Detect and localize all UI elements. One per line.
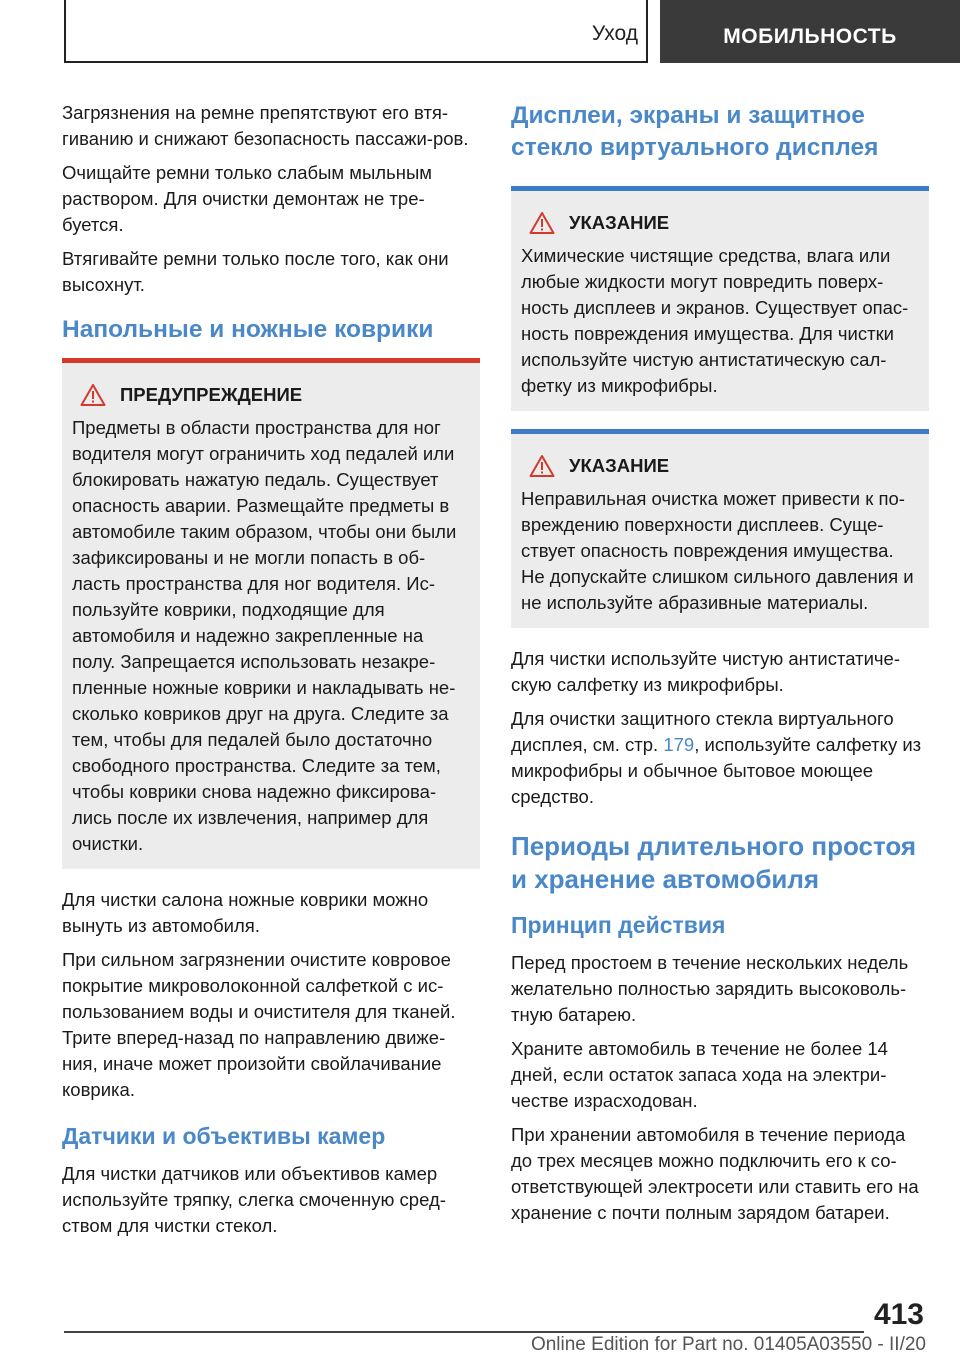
notice-1-title: УКАЗАНИЕ	[569, 212, 670, 233]
storage-paragraph-1: Перед простоем в течение нескольких недель желательно полностью зарядить высоковоль-тную батарею.	[511, 952, 909, 1025]
belt-cleaning-paragraph-2: Очищайте ремни только слабым мыльным раствором. Для очистки демонтаж не тре-буется.	[62, 162, 432, 235]
notice-2-text: Неправильная очистка может привести к по-вреждению поверхности дисплеев. Суще-ствует опасность повреждения имущества. Не допускайте слишком сильного давления и не используйте абразивные материалы.	[521, 488, 914, 613]
page-reference-link[interactable]: 179	[663, 734, 695, 755]
section-heading-sensors: Датчики и объективы камер	[62, 1123, 386, 1149]
section-heading-storage: Периоды длительного простоя и хранение автомобиля	[511, 831, 917, 894]
warning-box	[62, 358, 480, 869]
belt-cleaning-paragraph-3: Втягивайте ремни только после того, как они высохнут.	[62, 248, 449, 295]
warning-triangle-icon	[529, 211, 555, 235]
notice-1-title-row	[521, 211, 919, 235]
section-heading-displays: Дисплеи, экраны и защитное стекло виртуального дисплея	[511, 102, 879, 161]
notice-box-2	[511, 429, 929, 628]
warning-triangle-icon	[529, 454, 555, 478]
header-chapter-tab: МОБИЛЬНОСТЬ	[660, 0, 960, 63]
warning-title-row	[72, 383, 470, 407]
warning-triangle-icon	[80, 383, 106, 407]
notice-box-1	[511, 186, 929, 411]
page-number: 413	[873, 1298, 924, 1331]
displays-paragraph-2-end: , используйте салфетку из микрофибры и обычное бытовое моющее средство.	[511, 734, 922, 807]
section-heading-floor-mats: Напольные и ножные коврики	[62, 316, 434, 343]
footer-edition-text: Online Edition for Part no. 01405A03550 - II/20	[530, 1334, 926, 1355]
right-column	[511, 100, 929, 1234]
subsection-heading-principle: Принцип действия	[511, 912, 726, 938]
displays-paragraph-1: Для чистки используйте чистую антистатиче-скую салфетку из микрофибры.	[511, 648, 900, 695]
notice-2-title-row	[521, 454, 919, 478]
mats-paragraph-2: При сильном загрязнении очистите ковровое покрытие микроволоконной салфеткой с ис-пользованием воды и очистителя для тканей. Трите вперед-назад по направлению движе-ния, иначе может произойти свойлачивание коврика.	[62, 949, 456, 1100]
warning-text: Предметы в области пространства для ног водителя могут ограничить ход педалей или блокировать нажатую педаль. Существует опасность аварии. Размещайте предметы в автомобиле таким образом, чтобы они были зафиксированы и не могли попасть в об-ласть пространства для ног водителя. Ис-пользуйте коврики, подходящие для автомобиля и надежно закрепленные на полу. Запрещается использовать незакре-пленные ножные коврики и накладывать не-сколько ковриков друг на друга. Следите за тем, чтобы для педалей было достаточно свободного пространства. Следите за тем, чтобы коврики снова надежно фиксирова-лись после их извлечения, например для очистки.	[72, 417, 457, 854]
sensors-paragraph: Для чистки датчиков или объективов камер используйте тряпку, слегка смоченную сред-ством для чистки стекол.	[62, 1163, 446, 1236]
left-column	[62, 100, 480, 1247]
header-frame	[64, 0, 648, 63]
warning-title: ПРЕДУПРЕЖДЕНИЕ	[120, 384, 303, 405]
displays-paragraph-2	[511, 706, 929, 810]
notice-1-text: Химические чистящие средства, влага или любые жидкости могут повредить поверх-ность дисплеев и экранов. Существует опас-ность повреждения имущества. Для чистки используйте чистую антистатическую сал-фетку из микрофибры.	[521, 245, 909, 396]
mats-paragraph-1: Для чистки салона ножные коврики можно вынуть из автомобиля.	[62, 889, 429, 936]
footer-divider	[64, 1331, 864, 1333]
belt-cleaning-paragraph-1: Загрязнения на ремне препятствуют его втя-гиванию и снижают безопасность пассажи-ров.	[62, 102, 469, 149]
storage-paragraph-3: При хранении автомобиля в течение периода до трех месяцев можно подключить его к со-ответствующей электросети или ставить его на хранение с почти полным зарядом батареи.	[511, 1124, 919, 1223]
header-section-title: Уход	[591, 22, 638, 45]
notice-2-title: УКАЗАНИЕ	[569, 455, 670, 476]
storage-paragraph-2: Храните автомобиль в течение не более 14 дней, если остаток запаса хода на электри-честве израсходован.	[511, 1038, 888, 1111]
displays-paragraph-2-start: Для очистки защитного стекла виртуального дисплея, см. стр.	[511, 708, 894, 755]
